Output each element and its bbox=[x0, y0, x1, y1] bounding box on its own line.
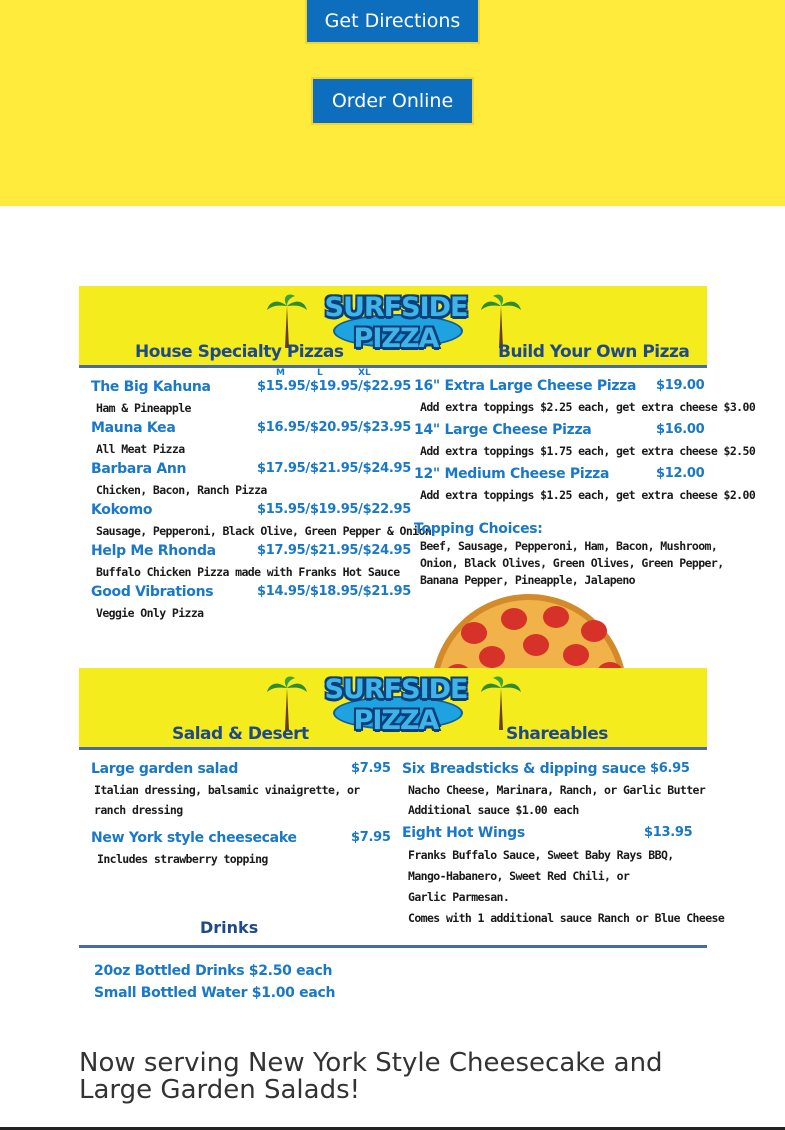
menu-item-desc: Nacho Cheese, Marinara, Ranch, or Garlic Butter bbox=[408, 783, 706, 797]
menu-item-name: Six Breadsticks & dipping sauce bbox=[402, 761, 646, 777]
menu-item-desc: Buffalo Chicken Pizza made with Franks Hot Sauce bbox=[96, 565, 400, 579]
menu-item-name: Eight Hot Wings bbox=[402, 825, 525, 841]
menu-item-price: $16.95/$20.95/$23.95 bbox=[257, 420, 411, 435]
shareables-heading: Shareables bbox=[506, 724, 608, 744]
menu-item-name: Help Me Rhonda bbox=[91, 543, 216, 559]
menu-item-name: New York style cheesecake bbox=[91, 830, 297, 846]
menu-item-price: $17.95/$21.95/$24.95 bbox=[257, 543, 411, 558]
salad-desert-heading: Salad & Desert bbox=[172, 724, 309, 744]
palm-tree-icon bbox=[481, 676, 521, 730]
menu-item-desc: Additional sauce $1.00 each bbox=[408, 803, 579, 817]
page-caption: Now serving New York Style Cheesecake and Large Garden Salads! bbox=[79, 1048, 663, 1105]
get-directions-button[interactable]: Get Directions bbox=[305, 0, 480, 44]
build-your-own-heading: Build Your Own Pizza bbox=[498, 342, 690, 362]
surfside-pizza-logo bbox=[267, 290, 521, 354]
menu-item-price: $16.00 bbox=[656, 422, 705, 437]
menu-item-desc: Mango-Habanero, Sweet Red Chili, or bbox=[408, 869, 630, 883]
menu-banner bbox=[79, 286, 707, 368]
menu-item-name: Good Vibrations bbox=[91, 584, 214, 600]
size-label-xl: XL bbox=[358, 368, 371, 378]
menu-item-desc: Includes strawberry topping bbox=[97, 852, 268, 866]
menu-item-price: $7.95 bbox=[351, 761, 391, 776]
size-label-l: L bbox=[317, 368, 323, 378]
menu-banner bbox=[79, 668, 707, 750]
hero-section bbox=[0, 0, 785, 206]
menu-item-price: $19.00 bbox=[656, 378, 705, 393]
menu-item-price: $12.00 bbox=[656, 466, 705, 481]
surfside-pizza-logo bbox=[267, 672, 521, 736]
menu-item-desc: Sausage, Pepperoni, Black Olive, Green Pepper & Onion bbox=[96, 524, 432, 538]
logo-text: SURFSIDE PIZZA bbox=[324, 674, 468, 736]
menu-item-name: Barbara Ann bbox=[91, 461, 187, 477]
menu-item-price: $14.95/$18.95/$21.95 bbox=[257, 584, 411, 599]
menu-item-desc: Franks Buffalo Sauce, Sweet Baby Rays BBQ, bbox=[408, 848, 674, 862]
menu-item-desc: ranch dressing bbox=[94, 803, 183, 817]
logo-text: SURFSIDE PIZZA bbox=[324, 292, 468, 354]
menu-item-desc: Italian dressing, balsamic vinaigrette, or bbox=[94, 783, 360, 797]
topping-choices-line: Onion, Black Olives, Green Olives, Green Pepper, bbox=[420, 556, 724, 570]
menu-item-price: $6.95 bbox=[650, 761, 690, 776]
menu-item-price: $7.95 bbox=[351, 830, 391, 845]
topping-choices-line: Beef, Sausage, Pepperoni, Ham, Bacon, Mushroom, bbox=[420, 539, 718, 553]
topping-choices-heading: Topping Choices: bbox=[414, 521, 543, 537]
sides-menu-image bbox=[79, 668, 725, 1008]
drinks-line: Small Bottled Water $1.00 each bbox=[94, 985, 336, 1001]
menu-item-desc: Garlic Parmesan. bbox=[408, 890, 510, 904]
menu-item-desc: Ham & Pineapple bbox=[96, 401, 191, 415]
divider bbox=[79, 945, 707, 948]
menu-item-desc: Veggie Only Pizza bbox=[96, 606, 204, 620]
menu-item-name: 12" Medium Cheese Pizza bbox=[414, 466, 610, 482]
menu-item-name: The Big Kahuna bbox=[91, 379, 211, 395]
menu-item-price: $15.95/$19.95/$22.95 bbox=[257, 379, 411, 394]
menu-item-desc: Add extra toppings $1.25 each, get extra cheese $2.00 bbox=[420, 488, 756, 502]
topping-choices-line: Banana Pepper, Pineapple, Jalapeno bbox=[420, 573, 636, 587]
menu-item-price: $17.95/$21.95/$24.95 bbox=[257, 461, 411, 476]
menu-item-name: Kokomo bbox=[91, 502, 153, 518]
palm-tree-icon bbox=[481, 294, 521, 348]
drinks-heading: Drinks bbox=[200, 918, 259, 937]
size-label-m: M bbox=[276, 368, 285, 378]
menu-item-desc: All Meat Pizza bbox=[96, 442, 185, 456]
menu-item-price: $15.95/$19.95/$22.95 bbox=[257, 502, 411, 517]
pizza-menu-image bbox=[79, 286, 756, 638]
order-online-button[interactable]: Order Online bbox=[311, 77, 474, 125]
menu-item-name: Large garden salad bbox=[91, 761, 239, 777]
menu-item-desc: Comes with 1 additional sauce Ranch or Blue Cheese bbox=[408, 911, 725, 925]
menu-item-desc: Add extra toppings $1.75 each, get extra cheese $2.50 bbox=[420, 444, 756, 458]
drinks-line: 20oz Bottled Drinks $2.50 each bbox=[94, 963, 333, 979]
menu-item-price: $13.95 bbox=[644, 825, 693, 840]
menu-item-name: Mauna Kea bbox=[91, 420, 176, 436]
house-specialty-heading: House Specialty Pizzas bbox=[135, 342, 344, 362]
menu-item-desc: Add extra toppings $2.25 each, get extra cheese $3.00 bbox=[420, 400, 756, 414]
menu-item-name: 16" Extra Large Cheese Pizza bbox=[414, 378, 637, 394]
menu-item-desc: Chicken, Bacon, Ranch Pizza bbox=[96, 483, 267, 497]
menu-item-name: 14" Large Cheese Pizza bbox=[414, 422, 592, 438]
